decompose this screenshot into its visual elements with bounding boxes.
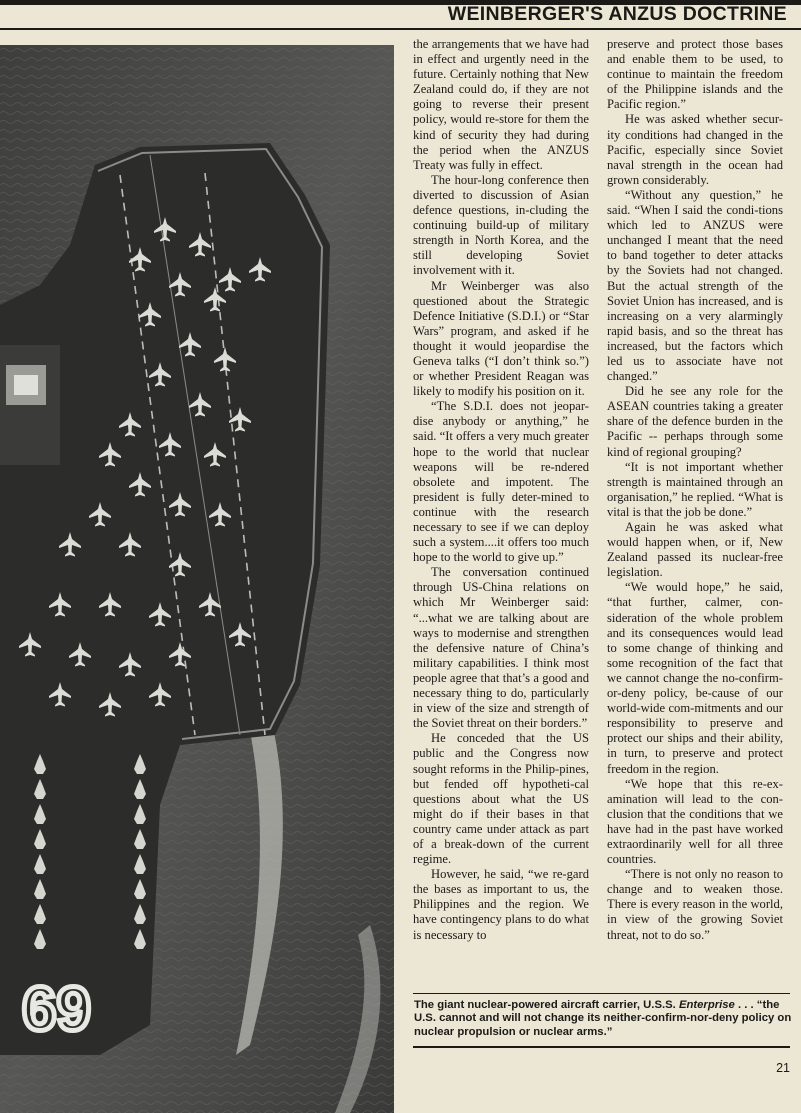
- caption-rule-bottom: [413, 1046, 790, 1048]
- paragraph: However, he said, “we re-gard the bases as important to us, the Philippines and the region. We have contingency plans to do what is necessary to: [413, 867, 589, 942]
- paragraph: He was asked whether secur-ity conditions had changed in the Pacific, especially since Soviet naval strength in the ocean had grown considerably.: [607, 112, 783, 187]
- paragraph: “The S.D.I. does not jeopar-dise anybody or anything,” he said. “It offers a very much greater hope to the world that nuclear weapons will be re-ndered obsolete and impotent. The president is fully deter-mined to continue with the research necessary to see if we can deploy such a system....it offers too much hope to the world to give up.”: [413, 399, 589, 565]
- header-rule: [0, 28, 801, 30]
- paragraph: Did he see any role for the ASEAN countries taking a greater share of the defence burden in the Pacific -- perhaps through some kind of regional grouping?: [607, 384, 783, 459]
- hull-number: 69: [22, 975, 91, 1044]
- paragraph: the arrangements that we have had in effect and urgently need in the future. Certainly nothing that New Zealand could do, if they are not going to reverse their present policy, would re-store for them the kind of security they had during the period when the ANZUS Treaty was fully in effect.: [413, 37, 589, 172]
- paragraph: The conversation continued through US-China relations on which Mr Weinberger said: “...what we are talking about are ways to modernise and strengthen the defensive nature of China’s military capabilities. I think most people agree that that’s a good and necessary thing to do, particularly in view of the size and strength of the Soviet threat on their borders.”: [413, 565, 589, 731]
- aircraft-carrier-photo: [0, 45, 394, 1113]
- paragraph: Mr Weinberger was also questioned about the Strategic Defence Initiative (S.D.I.) or “Star Wars” program, and asked if he thought it would jeopardise the Geneva talks (“I don’t think so.”) or whether President Reagan was likely to modify his position on it.: [413, 278, 589, 399]
- paragraph: Again he was asked what would happen when, or if, New Zealand passed its nuclear-free legislation.: [607, 520, 783, 580]
- paragraph: “We hope that this re-ex-amination will lead to the con-clusion that the conditions that we have had in the past have worked extraordinarily well for all three countries.: [607, 776, 783, 867]
- paragraph: He conceded that the US public and the Congress now sought reforms in the Philip-pines, but fended off hypotheti-cal questions about what the US might do if their bases in that country came under attack as part of a break-down of the current regime.: [413, 731, 589, 867]
- caption-lead: The giant nuclear-powered aircraft carrier, U.S.S.: [414, 999, 679, 1011]
- article-column-1: [413, 37, 589, 943]
- photo-caption: [414, 999, 794, 1039]
- paragraph: “There is not only no reason to change and to weaken those. There is every reason in the world, in view of the growing Soviet threat, not to do so.”: [607, 867, 783, 942]
- paragraph: “We would hope,” he said, “that further, calmer, con-sideration of the whole problem and its consequences would lead to some change of thinking and some recognition of the fact that we cannot change the no-confirm-or-deny policy, be-cause of our world-wide com-mitments and our responsibility to preserve and protect our ships and their ability, in turn, to preserve and protect freedom in the region.: [607, 580, 783, 776]
- page-number: 21: [776, 1061, 790, 1075]
- paragraph: preserve and protect those bases and enable them to be used, to continue to maintain the freedom of the Philippine islands and the Pacific region.”: [607, 37, 783, 112]
- caption-ship-name: Enterprise: [678, 999, 735, 1011]
- paragraph: “Without any question,” he said. “When I said the condi-tions which led to ANZUS were unchanged I meant that the need to band together to deter attacks by the Soviets had not changed. But the actual strength of the Soviet Union has increased, and is increasing on a very alarmingly rapid basis, and so the threat has increased, but the factors which led us to associate have not changed.”: [607, 187, 783, 384]
- caption-rule-top: [413, 993, 790, 994]
- paragraph: “It is not important whether strength is maintained through an organisation,” he replied. “What is vital is that the job be done.”: [607, 459, 783, 519]
- caption-quote: . . . “the U.S. cannot and will not change its neither-confirm-nor-deny policy on nuclear propulsion or nuclear arms.”: [414, 999, 792, 1038]
- article-column-2: [607, 37, 783, 943]
- paragraph: The hour-long conference then diverted to discussion of Asian defence questions, in-cluding the continuing build-up of military strength in North Korea, and the still developing Soviet involvement with it.: [413, 172, 589, 278]
- page-title: WEINBERGER'S ANZUS DOCTRINE: [447, 3, 787, 25]
